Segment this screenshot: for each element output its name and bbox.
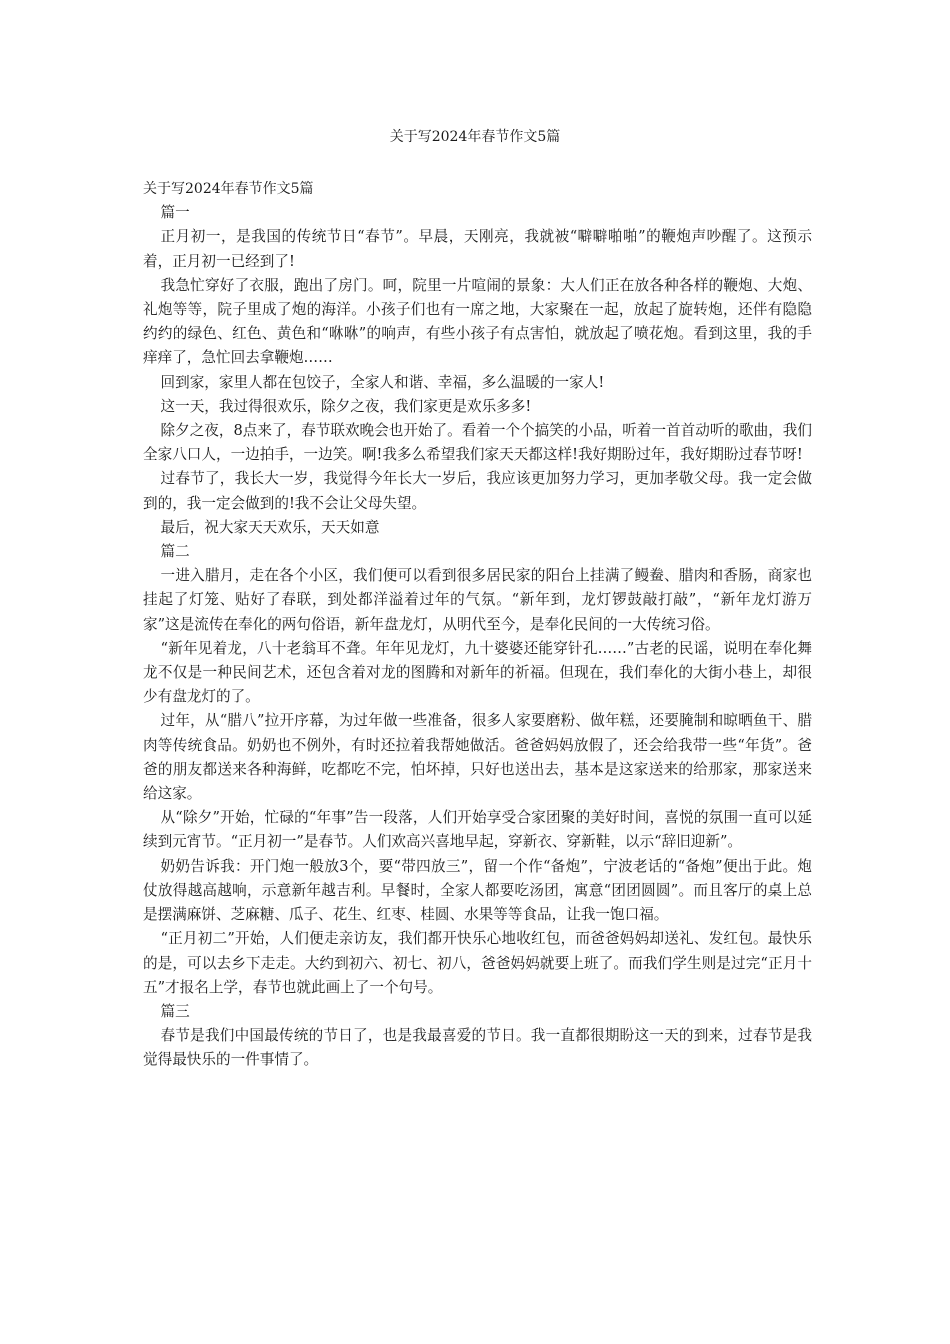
- paragraph: 春节是我们中国最传统的节日了，也是我最喜爱的节日。我一直都很期盼这一天的到来，过春节是我觉得最快乐的一件事情了。: [143, 1027, 812, 1069]
- paragraph: “新年见着龙，八十老翁耳不聋。年年见龙灯，九十婆婆还能穿针孔……”古老的民谣，说明在奉化舞龙不仅是一种民间艺术，还包含着对龙的图腾和对新年的祈福。但现在，我们奉化的大街小巷上，却很少有盘龙灯的了。: [143, 639, 812, 706]
- paragraph: 过春节了，我长大一岁，我觉得今年长大一岁后，我应该更加努力学习，更加孝敬父母。我一定会做到的，我一定会做到的!我不会让父母失望。: [143, 470, 812, 512]
- document-title: 关于写2024年春节作文5篇: [389, 129, 561, 145]
- document-subtitle: 关于写2024年春节作文5篇: [143, 181, 314, 197]
- paragraph: 除夕之夜，8点来了，春节联欢晚会也开始了。看着一个个搞笑的小品，听着一首首动听的歌曲，我们全家八口人，一边拍手，一边笑。啊!我多么希望我们家天天都这样!我好期盼过年，我好期盼过春节呀!: [143, 422, 812, 464]
- paragraph: “正月初二”开始，人们便走亲访友，我们都开快乐心地收红包，而爸爸妈妈却送礼、发红包。最快乐的是，可以去乡下走走。大约到初六、初七、初八，爸爸妈妈就要上班了。而我们学生则是过完“正月十五”才报名上学，春节也就此画上了一个句号。: [143, 930, 812, 996]
- section-heading-2: 篇二: [160, 543, 190, 561]
- paragraph: 回到家，家里人都在包饺子，全家人和谐、幸福，多么温暖的一家人!: [160, 373, 605, 391]
- paragraph: 最后，祝大家天天欢乐，天天如意: [160, 518, 380, 536]
- paragraph: 我急忙穿好了衣服，跑出了房门。呵，院里一片喧闹的景象：大人们正在放各种各样的鞭炮、大炮、礼炮等等，院子里成了炮的海洋。小孩子们也有一席之地，大家聚在一起，放起了旋转炮，还伴有隐隐约约的绿色、红色、黄色和“咻咻”的响声，有些小孩子有点害怕，就放起了喷花炮。看到这里，我的手痒痒了，急忙回去拿鞭炮……: [143, 276, 812, 367]
- paragraph: 正月初一，是我国的传统节日“春节”。早晨，天刚亮，我就被“噼噼啪啪”的鞭炮声吵醒了。这预示着，正月初一已经到了!: [143, 228, 812, 270]
- paragraph: 奶奶告诉我：开门炮一般放3个，要“带四放三”，留一个作“备炮”，宁波老话的“备炮”便出于此。炮仗放得越高越响，示意新年越吉利。早餐时，全家人都要吃汤团，寓意“团团圆圆”。而且客厅的桌上总是摆满麻饼、芝麻糖、瓜子、花生、红枣、桂圆、水果等等食品，让我一饱口福。: [143, 857, 812, 924]
- section-heading-3: 篇三: [160, 1002, 190, 1020]
- document-body: [143, 177, 812, 1073]
- paragraph: 这一天，我过得很欢乐，除夕之夜，我们家更是欢乐多多!: [160, 397, 532, 415]
- paragraph: 过年，从“腊八”拉开序幕，为过年做一些准备，很多人家要磨粉、做年糕，还要腌制和晾晒鱼干、腊肉等传统食品。奶奶也不例外，有时还拉着我帮她做活。爸爸妈妈放假了，还会给我带一些“年货”。爸爸的朋友都送来各种海鲜，吃都吃不完，怕坏掉，只好也送出去，基本是这家送来的给那家，那家送来给这家。: [143, 712, 812, 803]
- paragraph: 一进入腊月，走在各个小区，我们便可以看到很多居民家的阳台上挂满了鳗鲞、腊肉和香肠，商家也挂起了灯笼、贴好了春联，到处都洋溢着过年的气氛。“新年到，龙灯锣鼓敲打敲”，“新年龙灯游万家”这是流传在奉化的两句俗语，新年盘龙灯，从明代至今，是奉化民间的一大传统习俗。: [143, 567, 812, 633]
- section-heading-1: 篇一: [160, 204, 190, 222]
- paragraph: 从“除夕”开始，忙碌的“年事”告一段落，人们开始享受合家团聚的美好时间，喜悦的氛围一直可以延续到元宵节。“正月初一”是春节。人们欢高兴喜地早起，穿新衣、穿新鞋，以示“辞旧迎新”。: [143, 809, 812, 851]
